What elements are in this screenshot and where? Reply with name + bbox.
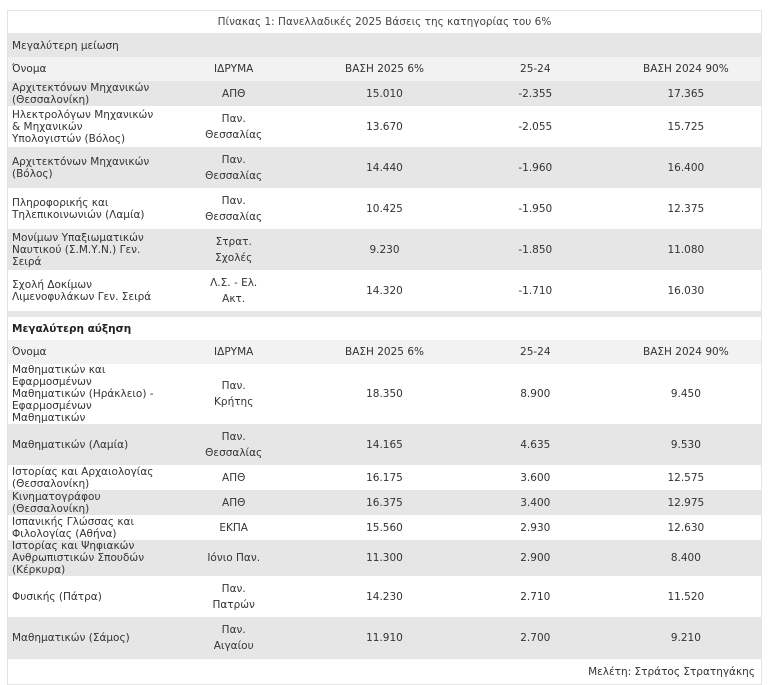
diff-25-24: 2.900: [460, 540, 611, 576]
department-name: Αρχιτεκτόνων Μηχανικών (Βόλος): [8, 147, 159, 188]
department-name: Ηλεκτρολόγων Μηχανικών & Μηχανικών Υπολογιστών (Βόλος): [8, 106, 159, 147]
diff-25-24: -2.355: [460, 81, 611, 106]
institution-line-1: Στρατ.: [215, 235, 252, 248]
institution: [158, 106, 309, 147]
table-row: [8, 465, 762, 490]
diff-25-24: -1.850: [460, 229, 611, 270]
table-row: [8, 81, 762, 106]
increase-section-row: [8, 317, 762, 340]
credit-text: Μελέτη: Στράτος Στρατηγάκης: [8, 659, 762, 685]
institution-line-2: Αιγαίου: [213, 639, 254, 652]
diff-25-24: 2.930: [460, 515, 611, 540]
base-2024: 16.400: [611, 147, 762, 188]
base-2025: 11.910: [309, 617, 460, 659]
institution-line-1: ΑΠΘ: [222, 471, 246, 484]
institution: [158, 490, 309, 515]
col-header-base-2024: ΒΑΣΗ 2024 90%: [611, 340, 762, 364]
base-2025: 13.670: [309, 106, 460, 147]
institution-line-2: Θεσσαλίας: [205, 128, 263, 141]
institution-line-1: Λ.Σ. - Ελ.: [210, 276, 258, 289]
institution-line-1: ΑΠΘ: [222, 87, 246, 100]
base-2024: 12.975: [611, 490, 762, 515]
col-header-name: Όνομα: [8, 57, 159, 81]
increase-section-label: Μεγαλύτερη αύξηση: [8, 317, 762, 340]
col-header-institution: ΙΔΡΥΜΑ: [158, 57, 309, 81]
diff-25-24: -1.710: [460, 270, 611, 311]
base-2025: 15.010: [309, 81, 460, 106]
diff-25-24: -1.950: [460, 188, 611, 229]
institution-line-2: Θεσσαλίας: [205, 169, 263, 182]
base-2025: 11.300: [309, 540, 460, 576]
diff-25-24: -2.055: [460, 106, 611, 147]
base-2024: 11.520: [611, 576, 762, 617]
table-row: [8, 106, 762, 147]
col-header-name: Όνομα: [8, 340, 159, 364]
institution: [158, 576, 309, 617]
decrease-header-row: [8, 57, 762, 81]
diff-25-24: -1.960: [460, 147, 611, 188]
base-2024: 12.630: [611, 515, 762, 540]
base-2025: 10.425: [309, 188, 460, 229]
department-name: Ισπανικής Γλώσσας και Φιλολογίας (Αθήνα): [8, 515, 159, 540]
institution-line-1: Παν.: [221, 194, 246, 207]
decrease-section-label: Μεγαλύτερη μείωση: [8, 34, 762, 58]
col-header-diff: 25-24: [460, 340, 611, 364]
table-row: [8, 576, 762, 617]
base-2024: 11.080: [611, 229, 762, 270]
base-2024: 15.725: [611, 106, 762, 147]
institution: [158, 515, 309, 540]
base-2025: 16.375: [309, 490, 460, 515]
base-2024: 8.400: [611, 540, 762, 576]
institution: [158, 540, 309, 576]
table-row: [8, 617, 762, 659]
department-name: Φυσικής (Πάτρα): [8, 576, 159, 617]
department-name: Μαθηματικών (Σάμος): [8, 617, 159, 659]
col-header-base-2025: ΒΑΣΗ 2025 6%: [309, 57, 460, 81]
diff-25-24: 3.600: [460, 465, 611, 490]
bases-table: [7, 10, 762, 685]
institution: [158, 229, 309, 270]
base-2025: 18.350: [309, 364, 460, 424]
department-name: Μαθηματικών και Εφαρμοσμένων Μαθηματικών (Ηράκλειο) - Εφαρμοσμένων Μαθηματικών: [8, 364, 159, 424]
department-name: Μονίμων Υπαξιωματικών Ναυτικού (Σ.Μ.Υ.Ν.) Γεν. Σειρά: [8, 229, 159, 270]
increase-header-row: [8, 340, 762, 364]
institution: [158, 188, 309, 229]
institution-line-1: Παν.: [221, 623, 246, 636]
institution-line-1: Παν.: [221, 112, 246, 125]
col-header-base-2025: ΒΑΣΗ 2025 6%: [309, 340, 460, 364]
institution-line-1: Παν.: [221, 582, 246, 595]
base-2024: 9.210: [611, 617, 762, 659]
decrease-section-row: [8, 34, 762, 58]
base-2025: 14.320: [309, 270, 460, 311]
institution-line-1: ΑΠΘ: [222, 496, 246, 509]
credit-row: [8, 659, 762, 685]
diff-25-24: 8.900: [460, 364, 611, 424]
institution-line-2: Ακτ.: [222, 292, 246, 305]
base-2025: 9.230: [309, 229, 460, 270]
department-name: Αρχιτεκτόνων Μηχανικών (Θεσσαλονίκη): [8, 81, 159, 106]
institution-line-1: Ιόνιο Παν.: [207, 552, 261, 564]
institution-line-1: ΕΚΠΑ: [219, 521, 248, 534]
department-name: Ιστορίας και Αρχαιολογίας (Θεσσαλονίκη): [8, 465, 159, 490]
table-row: [8, 424, 762, 465]
table-row: [8, 229, 762, 270]
institution-line-2: Κρήτης: [214, 396, 254, 408]
institution: [158, 147, 309, 188]
institution-line-1: Παν.: [221, 153, 246, 166]
diff-25-24: 2.700: [460, 617, 611, 659]
diff-25-24: 2.710: [460, 576, 611, 617]
table-row: [8, 364, 762, 424]
institution: [158, 81, 309, 106]
base-2025: 15.560: [309, 515, 460, 540]
table-row: [8, 515, 762, 540]
base-2025: 14.165: [309, 424, 460, 465]
table-row: [8, 147, 762, 188]
institution-line-2: Σχολές: [215, 251, 253, 264]
base-2024: 12.575: [611, 465, 762, 490]
institution-line-2: Θεσσαλίας: [205, 446, 263, 459]
table-row: [8, 490, 762, 515]
institution-line-1: Παν.: [221, 380, 246, 392]
base-2025: 16.175: [309, 465, 460, 490]
base-2024: 9.530: [611, 424, 762, 465]
base-2025: 14.230: [309, 576, 460, 617]
institution-line-2: Θεσσαλίας: [205, 210, 263, 223]
department-name: Σχολή Δοκίμων Λιμενοφυλάκων Γεν. Σειρά: [8, 270, 159, 311]
institution: [158, 424, 309, 465]
institution: [158, 270, 309, 311]
table-row: [8, 540, 762, 576]
bases-table-container: [7, 10, 762, 685]
table-title: Πίνακας 1: Πανελλαδικές 2025 Βάσεις της κατηγορίας του 6%: [8, 11, 762, 34]
institution: [158, 364, 309, 424]
base-2024: 16.030: [611, 270, 762, 311]
department-name: Πληροφορικής και Τηλεπικοινωνιών (Λαμία): [8, 188, 159, 229]
col-header-diff: 25-24: [460, 57, 611, 81]
base-2024: 9.450: [611, 364, 762, 424]
base-2024: 12.375: [611, 188, 762, 229]
diff-25-24: 3.400: [460, 490, 611, 515]
institution: [158, 465, 309, 490]
diff-25-24: 4.635: [460, 424, 611, 465]
department-name: Ιστορίας και Ψηφιακών Ανθρωπιστικών Σπουδών (Κέρκυρα): [8, 540, 159, 576]
institution-line-1: Παν.: [221, 430, 246, 443]
col-header-base-2024: ΒΑΣΗ 2024 90%: [611, 57, 762, 81]
table-title-row: [8, 11, 762, 34]
base-2024: 17.365: [611, 81, 762, 106]
department-name: Κινηματογράφου (Θεσσαλονίκη): [8, 490, 159, 515]
table-row: [8, 188, 762, 229]
table-row: [8, 270, 762, 311]
department-name: Μαθηματικών (Λαμία): [8, 424, 159, 465]
base-2025: 14.440: [309, 147, 460, 188]
institution-line-2: Πατρών: [212, 598, 255, 611]
institution: [158, 617, 309, 659]
col-header-institution: ΙΔΡΥΜΑ: [158, 340, 309, 364]
